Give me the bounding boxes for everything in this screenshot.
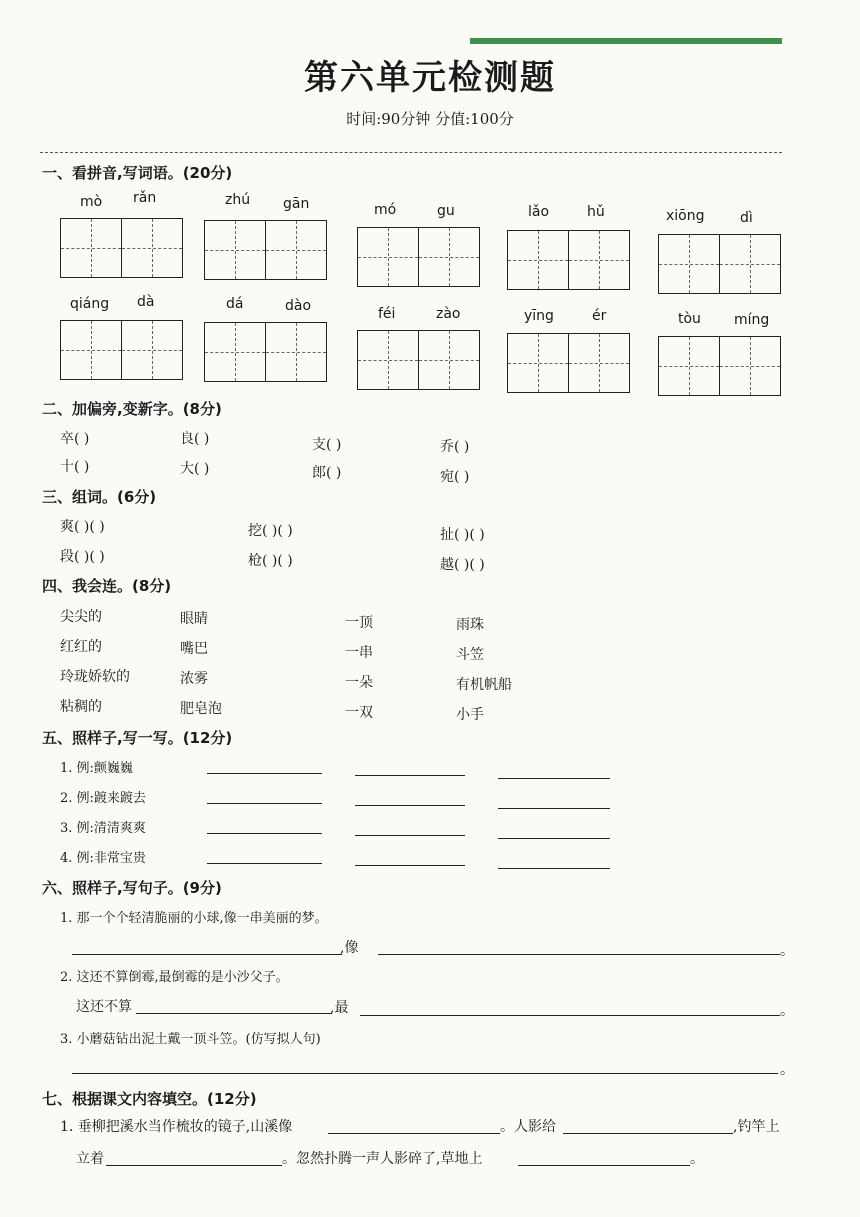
page-title: 第六单元检测题 xyxy=(304,58,556,98)
match-left-item[interactable]: 红红的 xyxy=(60,639,102,655)
match-left-item[interactable]: 一双 xyxy=(345,705,373,721)
pinyin: yīng xyxy=(524,308,554,324)
section-1-heading: 一、看拼音,写词语。(20分) xyxy=(42,164,233,182)
answer-line[interactable] xyxy=(207,772,322,774)
pinyin: dào xyxy=(285,298,312,314)
section-6-heading: 六、照样子,写句子。(9分) xyxy=(42,879,222,897)
pinyin: zào xyxy=(436,306,461,322)
radical-item[interactable]: 支( ) xyxy=(312,437,342,453)
pinyin: gu xyxy=(437,203,455,219)
section-4-heading: 四、我会连。(8分) xyxy=(42,577,172,595)
header-divider xyxy=(40,152,782,153)
match-left-item[interactable]: 粘稠的 xyxy=(60,699,102,715)
writing-grid[interactable] xyxy=(60,218,183,278)
answer-line[interactable] xyxy=(498,807,610,809)
answer-line[interactable] xyxy=(498,867,610,869)
match-left-item[interactable]: 尖尖的 xyxy=(60,609,102,625)
answer-line[interactable] xyxy=(136,1012,332,1014)
writing-grid[interactable] xyxy=(507,230,630,290)
match-left-item[interactable]: 一顶 xyxy=(345,615,373,631)
pinyin: lǎo xyxy=(528,204,550,220)
example-sentence: 2. 这还不算倒霉,最倒霉的是小沙父子。 xyxy=(60,970,289,985)
section-5-heading: 五、照样子,写一写。(12分) xyxy=(42,729,233,747)
answer-line[interactable] xyxy=(72,953,342,955)
example-prompt: 1. 例:颤巍巍 xyxy=(60,761,133,776)
match-right-item[interactable]: 肥皂泡 xyxy=(180,701,222,717)
section-3-heading: 三、组词。(6分) xyxy=(42,488,157,506)
answer-line[interactable] xyxy=(207,832,322,834)
radical-item[interactable]: 郎( ) xyxy=(312,465,342,481)
answer-line[interactable] xyxy=(207,802,322,804)
answer-line[interactable] xyxy=(355,774,465,776)
header-accent-bar xyxy=(470,38,782,44)
word-group-item[interactable]: 越( )( ) xyxy=(440,557,485,573)
match-right-item[interactable]: 斗笠 xyxy=(456,647,484,663)
example-prompt: 4. 例:非常宝贵 xyxy=(60,851,146,866)
word-group-item[interactable]: 段( )( ) xyxy=(60,549,105,565)
radical-item[interactable]: 十( ) xyxy=(60,459,90,475)
fill-text: 。人影给 xyxy=(500,1119,556,1135)
match-left-item[interactable]: 一串 xyxy=(345,645,373,661)
pinyin: tòu xyxy=(678,311,701,327)
match-right-item[interactable]: 小手 xyxy=(456,707,484,723)
writing-grid[interactable] xyxy=(507,333,630,393)
fill-text: 1. 垂柳把溪水当作梳妆的镜子,山溪像 xyxy=(60,1119,293,1135)
answer-line[interactable] xyxy=(498,777,610,779)
fill-text: 。 xyxy=(690,1151,704,1167)
example-sentence: 3. 小蘑菇钻出泥土戴一顶斗笠。(仿写拟人句) xyxy=(60,1032,321,1047)
pinyin: qiáng xyxy=(70,296,110,312)
answer-line[interactable] xyxy=(360,1014,780,1016)
word-group-item[interactable]: 挖( )( ) xyxy=(248,523,293,539)
example-sentence: 1. 那一个个轻清脆丽的小球,像一串美丽的梦。 xyxy=(60,911,328,926)
answer-line[interactable] xyxy=(518,1164,690,1166)
pinyin: zhú xyxy=(225,192,251,208)
match-right-item[interactable]: 雨珠 xyxy=(456,617,484,633)
match-left-item[interactable]: 玲珑娇软的 xyxy=(60,669,130,685)
fill-text: ,钓竿上 xyxy=(733,1119,780,1135)
word-group-item[interactable]: 扯( )( ) xyxy=(440,527,485,543)
pinyin: dá xyxy=(226,296,244,312)
writing-grid[interactable] xyxy=(658,336,781,396)
pinyin: dà xyxy=(137,294,155,310)
answer-line[interactable] xyxy=(355,864,465,866)
word-group-item[interactable]: 爽( )( ) xyxy=(60,519,105,535)
match-left-item[interactable]: 一朵 xyxy=(345,675,373,691)
answer-line[interactable] xyxy=(328,1132,500,1134)
answer-line[interactable] xyxy=(563,1132,733,1134)
period-mark: 。 xyxy=(780,1062,794,1078)
fill-text: 立着 xyxy=(76,1151,104,1167)
example-prompt: 2. 例:踱来踱去 xyxy=(60,791,146,806)
pinyin: xiōng xyxy=(666,208,705,224)
radical-item[interactable]: 良( ) xyxy=(180,431,210,447)
pinyin: dì xyxy=(740,210,753,226)
answer-line[interactable] xyxy=(207,862,322,864)
exam-meta: 时间:90分钟 分值:100分 xyxy=(346,110,514,128)
sentence-connector: ,像 xyxy=(340,940,359,956)
pinyin: mó xyxy=(374,202,397,218)
radical-item[interactable]: 宛( ) xyxy=(440,469,470,485)
answer-line[interactable] xyxy=(498,837,610,839)
word-group-item[interactable]: 枪( )( ) xyxy=(248,553,293,569)
section-7-heading: 七、根据课文内容填空。(12分) xyxy=(42,1090,257,1108)
answer-line[interactable] xyxy=(72,1072,778,1074)
writing-grid[interactable] xyxy=(357,227,480,287)
period-mark: 。 xyxy=(780,1003,794,1019)
example-prompt: 3. 例:清清爽爽 xyxy=(60,821,146,836)
writing-grid[interactable] xyxy=(60,320,183,380)
sentence-connector: ,最 xyxy=(330,1000,349,1016)
answer-line[interactable] xyxy=(106,1164,282,1166)
match-right-item[interactable]: 浓雾 xyxy=(180,671,208,687)
writing-grid[interactable] xyxy=(658,234,781,294)
fill-text: 。忽然扑腾一声人影碎了,草地上 xyxy=(282,1151,483,1167)
radical-item[interactable]: 乔( ) xyxy=(440,439,470,455)
sentence-prefix: 这还不算 xyxy=(76,999,132,1015)
writing-grid[interactable] xyxy=(204,220,327,280)
match-right-item[interactable]: 嘴巴 xyxy=(180,641,208,657)
match-right-item[interactable]: 眼睛 xyxy=(180,611,208,627)
answer-line[interactable] xyxy=(355,834,465,836)
match-right-item[interactable]: 有机帆船 xyxy=(456,677,512,693)
radical-item[interactable]: 卒( ) xyxy=(60,431,90,447)
pinyin: mò xyxy=(80,194,103,210)
radical-item[interactable]: 大( ) xyxy=(180,461,210,477)
writing-grid[interactable] xyxy=(204,322,327,382)
answer-line[interactable] xyxy=(355,804,465,806)
pinyin: féi xyxy=(378,306,396,322)
pinyin: ér xyxy=(592,308,607,324)
pinyin: hǔ xyxy=(587,204,605,220)
period-mark: 。 xyxy=(780,943,794,959)
pinyin: míng xyxy=(734,312,770,328)
writing-grid[interactable] xyxy=(357,330,480,390)
pinyin: rǎn xyxy=(133,190,157,206)
section-2-heading: 二、加偏旁,变新字。(8分) xyxy=(42,400,222,418)
pinyin: gān xyxy=(283,196,310,212)
answer-line[interactable] xyxy=(378,953,780,955)
